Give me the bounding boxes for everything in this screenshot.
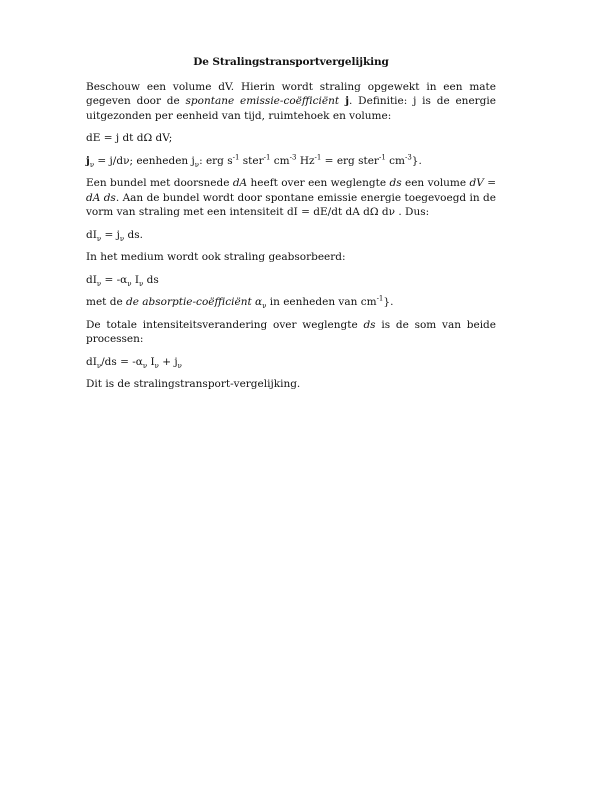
nu-subscript-4: ν xyxy=(119,234,125,243)
eq2-text-e: Hz xyxy=(296,154,315,167)
nu-subscript-9: ν xyxy=(96,361,102,370)
nu-subscript-7: ν xyxy=(139,279,144,288)
eq5-text-a: dI xyxy=(86,355,97,368)
nu-subscript-12: ν xyxy=(177,361,182,370)
bundle-text-d: . Aan de bundel wordt door spontane emissie energie toegevoegd in de vorm van straling met een intensiteit dI = dE/dt dA dΩ dν . Dus: xyxy=(86,191,496,218)
eq2-text-c: ster xyxy=(239,154,264,167)
nu-subscript-5: ν xyxy=(96,279,102,288)
eq2-text-a: = j/dν; eenheden j xyxy=(94,154,195,167)
eq5-text-d: + j xyxy=(158,355,178,368)
exp-5: -1 xyxy=(378,153,386,161)
nu-subscript-10: ν xyxy=(142,361,148,370)
nu-subscript: ν xyxy=(89,160,95,169)
bundle-text-c: een volume xyxy=(401,177,470,189)
nu-subscript-6: ν xyxy=(127,279,132,288)
j-symbol: j xyxy=(339,95,350,107)
ds-term-2: ds xyxy=(363,318,376,331)
exp-2: -1 xyxy=(263,153,271,161)
eq2-text-f: = erg ster xyxy=(321,154,379,167)
eq3-text-c: ds. xyxy=(124,228,143,241)
paragraph-total xyxy=(86,318,496,347)
intro-text-c: . Definitie: j is de energie uitgezonden per eenheid van tijd, ruimtehoek en volume: xyxy=(86,95,496,122)
document-title: De Stralingstransportvergelijking xyxy=(193,56,389,68)
nu-subscript-11: ν xyxy=(154,361,159,370)
abs-text-b: in eenheden van cm xyxy=(266,296,377,308)
exp-1: -1 xyxy=(232,153,240,161)
equation-absorption xyxy=(86,273,496,288)
equation-emissivity xyxy=(86,154,496,169)
eq5-text-c: I xyxy=(147,355,155,368)
nu-subscript-3: ν xyxy=(96,234,102,243)
exp-cm: -1 xyxy=(376,294,384,303)
exp-4: -1 xyxy=(314,153,322,161)
nu-subscript-8: ν xyxy=(262,302,267,311)
dA-term: dA xyxy=(232,177,248,189)
document-page xyxy=(86,55,496,400)
bundle-text-b: heeft over een weglengte xyxy=(247,177,390,189)
emission-coefficient-term: spontane emissie-coëfficiënt xyxy=(185,95,340,107)
eq4-text-b: = -α xyxy=(101,273,128,286)
eq5-text-b: /ds = -α xyxy=(101,355,143,368)
equation-energy: dE = j dt dΩ dV; xyxy=(86,132,173,144)
dV-term: dV = dA ds xyxy=(86,177,496,204)
eq4-text-c: I xyxy=(131,273,140,286)
eq2-text-g: cm xyxy=(385,154,405,167)
eq4-text-d: ds xyxy=(143,273,159,286)
eq2-text-h: }. xyxy=(411,154,422,167)
paragraph-bundle xyxy=(86,176,496,220)
abs-text-a: met de xyxy=(86,296,127,308)
abs-text-c: }. xyxy=(383,296,394,308)
paragraph-intro xyxy=(86,80,496,124)
equation-emission xyxy=(86,228,496,243)
eq3-text-b: = j xyxy=(101,228,120,241)
eq4-text-a: dI xyxy=(86,273,97,286)
equation-transport xyxy=(86,355,496,370)
intro-text-a: Beschouw een volume dV. Hierin wordt straling opgewekt in een mate gegeven door de xyxy=(86,80,496,107)
alpha-symbol: α xyxy=(251,296,263,308)
eq3-text-a: dI xyxy=(86,228,97,241)
bundle-text-a: Een bundel met doorsnede xyxy=(86,177,233,189)
paragraph-conclusion: Dit is de stralingstransport-vergelijking. xyxy=(86,378,301,390)
total-text-a: De totale intensiteitsverandering over weglengte xyxy=(86,318,364,331)
exp-3: -3 xyxy=(289,153,297,161)
ds-term: ds xyxy=(389,177,402,189)
j-nu-lhs: j xyxy=(86,154,90,167)
eq2-text-d: cm xyxy=(270,154,290,167)
total-text-b: is de som van beide processen: xyxy=(86,318,496,345)
eq2-text-b: : erg s xyxy=(199,154,233,167)
paragraph-absorption: In het medium wordt ook straling geabsorbeerd: xyxy=(86,251,346,263)
exp-6: -3 xyxy=(404,153,412,161)
paragraph-absorption-coefficient xyxy=(86,295,496,310)
absorption-coefficient-term: de absorptie-coëfficiënt xyxy=(126,296,252,308)
nu-subscript-2: ν xyxy=(194,160,200,169)
